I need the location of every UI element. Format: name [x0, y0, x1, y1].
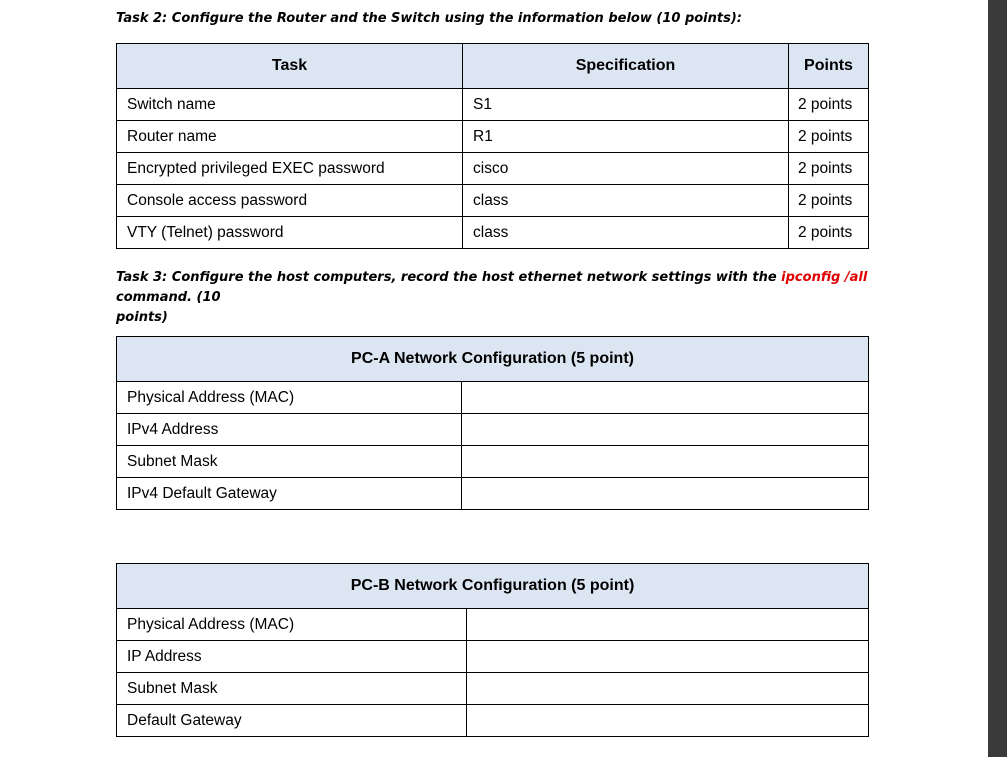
column-header-points: Points	[789, 44, 869, 89]
specification-cell: cisco	[463, 153, 789, 185]
subnet-value-field[interactable]	[467, 673, 869, 705]
task3-heading-text-end: command. (10	[116, 290, 221, 305]
row-label: Subnet Mask	[117, 673, 467, 705]
points-cell: 2 points	[789, 121, 869, 153]
pc-b-table	[116, 563, 869, 737]
row-label: Default Gateway	[117, 705, 467, 737]
specification-cell: S1	[463, 89, 789, 121]
task-cell: Router name	[117, 121, 463, 153]
table-row	[117, 478, 869, 510]
task-cell: Encrypted privileged EXEC password	[117, 153, 463, 185]
row-label: Physical Address (MAC)	[117, 609, 467, 641]
table-header-row	[117, 564, 869, 609]
points-cell: 2 points	[789, 185, 869, 217]
specification-cell: class	[463, 217, 789, 249]
table-header-row	[117, 44, 869, 89]
specification-cell: R1	[463, 121, 789, 153]
table-row	[117, 217, 869, 249]
subnet-value-field[interactable]	[462, 446, 869, 478]
row-label: IPv4 Default Gateway	[117, 478, 462, 510]
pc-b-title: PC-B Network Configuration (5 point)	[117, 564, 869, 609]
row-label: IP Address	[117, 641, 467, 673]
row-label: Subnet Mask	[117, 446, 462, 478]
gateway-value-field[interactable]	[467, 705, 869, 737]
table-row	[117, 121, 869, 153]
task2-heading: Task 2: Configure the Router and the Switch using the information below (10 points):	[116, 11, 742, 26]
task3-heading	[116, 268, 868, 328]
gateway-value-field[interactable]	[462, 478, 869, 510]
task-cell: Console access password	[117, 185, 463, 217]
table-row	[117, 89, 869, 121]
table-row	[117, 641, 869, 673]
task3-heading-line2: points)	[116, 310, 168, 325]
row-label: Physical Address (MAC)	[117, 382, 462, 414]
table-row	[117, 153, 869, 185]
table-row	[117, 705, 869, 737]
mac-value-field[interactable]	[462, 382, 869, 414]
scrollbar[interactable]	[988, 0, 1007, 757]
column-header-task: Task	[117, 44, 463, 89]
table-row	[117, 446, 869, 478]
table-row	[117, 185, 869, 217]
points-cell: 2 points	[789, 153, 869, 185]
table-row	[117, 382, 869, 414]
pc-a-title: PC-A Network Configuration (5 point)	[117, 337, 869, 382]
points-cell: 2 points	[789, 89, 869, 121]
task2-table	[116, 43, 869, 249]
task-cell: VTY (Telnet) password	[117, 217, 463, 249]
task-cell: Switch name	[117, 89, 463, 121]
table-row	[117, 414, 869, 446]
row-label: IPv4 Address	[117, 414, 462, 446]
points-cell: 2 points	[789, 217, 869, 249]
table-header-row	[117, 337, 869, 382]
task3-heading-text: Task 3: Configure the host computers, record the host ethernet network settings with the	[116, 270, 782, 285]
table-row	[117, 609, 869, 641]
pc-a-table	[116, 336, 869, 510]
mac-value-field[interactable]	[467, 609, 869, 641]
column-header-specification: Specification	[463, 44, 789, 89]
ipv4-value-field[interactable]	[462, 414, 869, 446]
table-row	[117, 673, 869, 705]
ipconfig-command: ipconfig /all	[781, 270, 868, 285]
ip-value-field[interactable]	[467, 641, 869, 673]
specification-cell: class	[463, 185, 789, 217]
